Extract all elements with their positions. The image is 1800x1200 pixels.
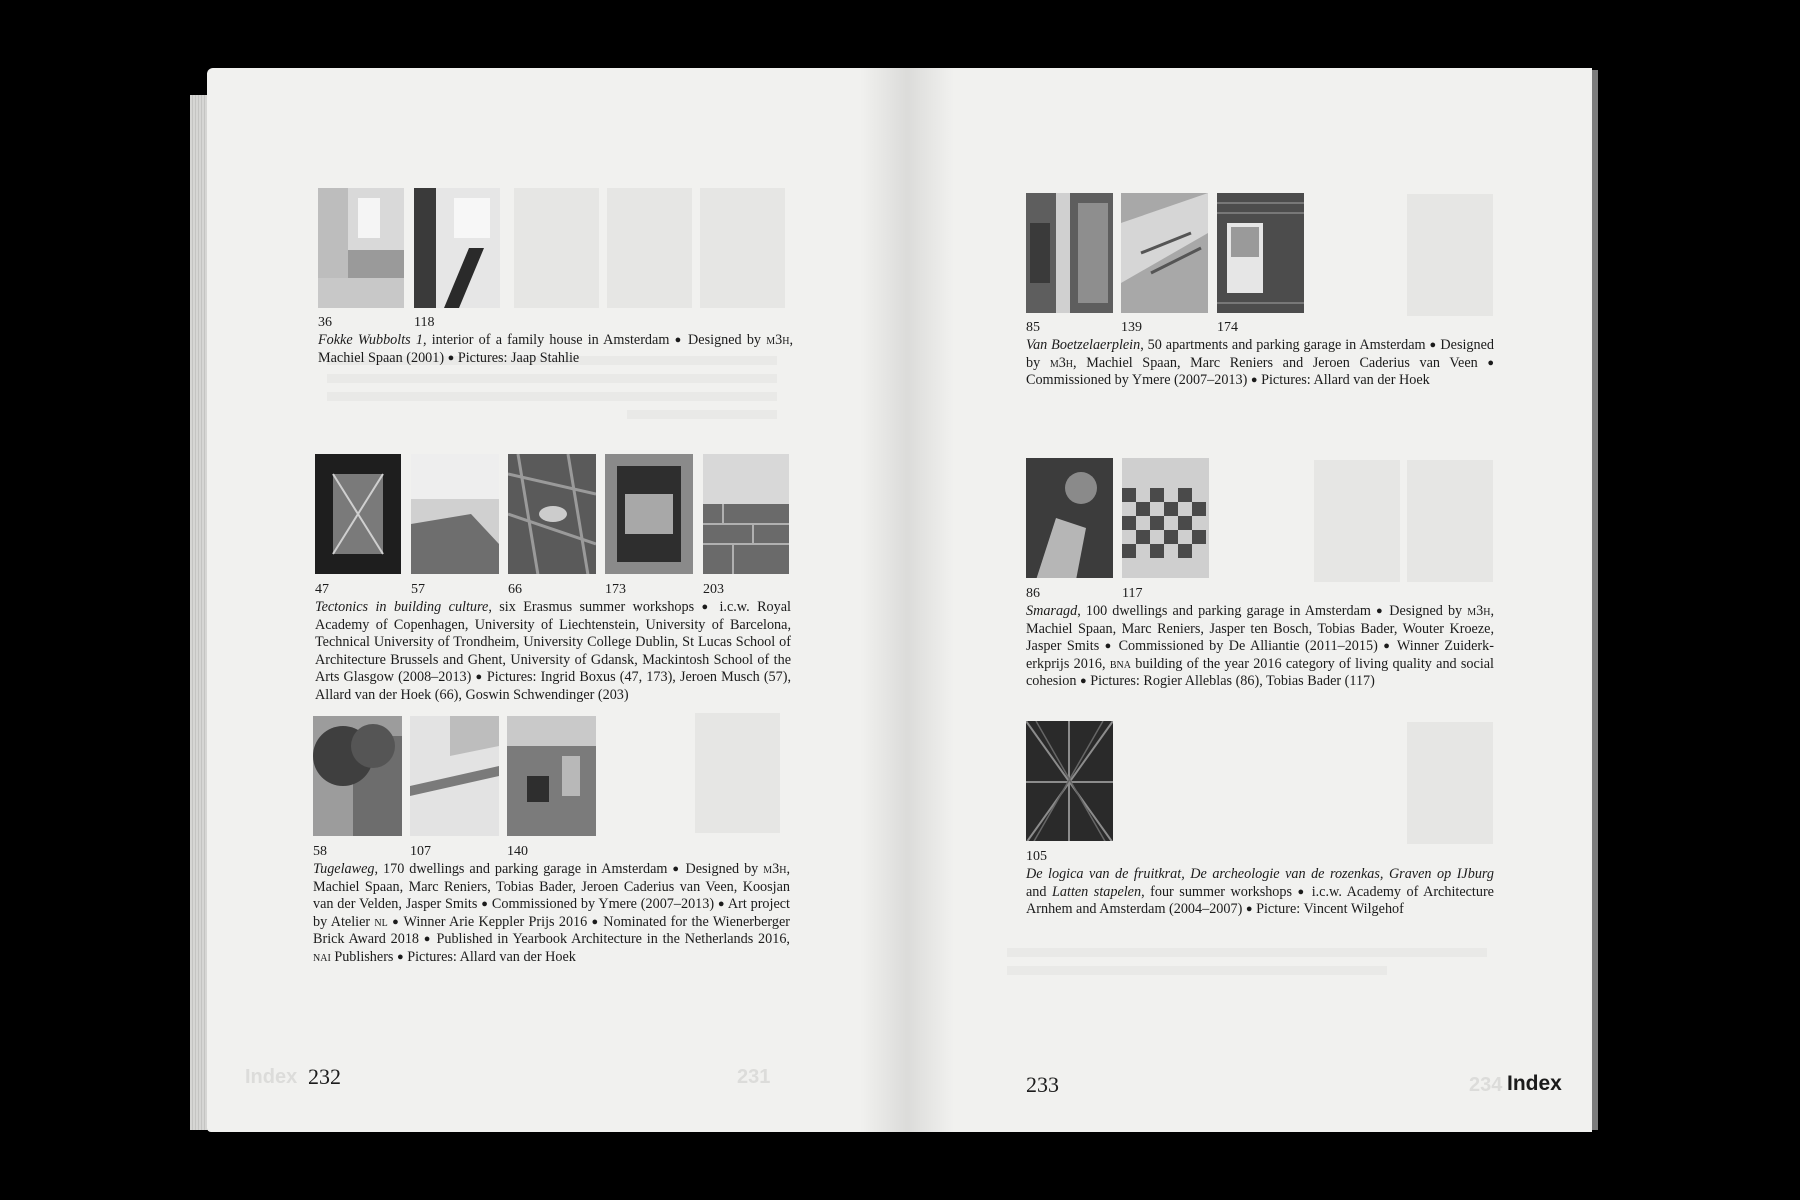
- image-number: 57: [411, 582, 425, 597]
- image-number: 47: [315, 582, 329, 597]
- photo-brick-terrace: [411, 454, 499, 574]
- bullet-icon: ●: [397, 950, 404, 963]
- bullet-icon: ●: [591, 915, 599, 928]
- page-number: 233: [1026, 1072, 1059, 1097]
- entry-caption: Fokke Wubbolts 1, interior of a family house in Amsterdam ● Designed by m3h, Machiel Spaan (2001) ● Pictures: Jaap Stahlie: [318, 332, 793, 366]
- entry-title: Tectonics in building culture: [315, 599, 489, 615]
- image-number: 86: [1026, 586, 1040, 601]
- photo-aerial-plaza: [1121, 193, 1208, 313]
- photo-aerial-street: [1026, 193, 1113, 313]
- show-through-text: [1007, 948, 1487, 957]
- section-label: Index: [1507, 1072, 1562, 1095]
- show-through-folio: 234: [1469, 1074, 1503, 1096]
- entry-title: Smaragd: [1026, 603, 1078, 619]
- show-through-label: Index: [245, 1066, 298, 1088]
- photo-greenhouse-structure: [1026, 721, 1113, 841]
- bullet-icon: ●: [1383, 640, 1392, 653]
- entry-title: Tugelaweg: [313, 861, 375, 877]
- image-number: 36: [318, 315, 332, 330]
- show-through-image: [514, 188, 599, 308]
- image-number: 117: [1122, 586, 1143, 601]
- bullet-icon: ●: [1079, 675, 1087, 688]
- show-through-text: [1007, 966, 1387, 975]
- show-through-image: [607, 188, 692, 308]
- page-number: 232: [308, 1064, 341, 1089]
- image-number: 66: [508, 582, 522, 597]
- bullet-icon: ●: [672, 863, 681, 875]
- image-number: 140: [507, 844, 528, 859]
- show-through-image: [700, 188, 785, 308]
- entry-title: Fokke Wubbolts 1: [318, 332, 423, 348]
- bullet-icon: ●: [475, 671, 483, 684]
- entry-caption: Smaragd, 100 dwellings and parking garage in Amsterdam ● Designed by m3h, Machiel Spaan, Marc Reniers, Jasper ten Bosch, Tobias Bader, Wouter Kroeze, Jasper Smits ● Commissioned by De Alliantie (2011–2015) ● Winner Zuiderk-erkprijs 2016, bna building of the year 2016 category of living quality and social cohesion ● Pictures: Rogier Alleblas (86), Tobias Bader (117): [1026, 603, 1494, 690]
- image-number: 173: [605, 582, 626, 597]
- photo-tree-facade: [313, 716, 402, 836]
- photo-stone-wall: [703, 454, 789, 574]
- photo-brick-building: [507, 716, 596, 836]
- bullet-icon: ●: [481, 898, 489, 911]
- entry-caption: Tectonics in building culture, six Erasmus summer workshops ● i.c.w. Royal Academy of Copenhagen, University of Liechtenstein, University of Barcelona, Technical University of Trondheim, University College Dublin, St Lucas School of Architecture Brussels and Ghent, University of Gdansk, Mackintosh School of the Arts Glasgow (2008–2013) ● Pictures: Ingrid Boxus (47, 173), Jeroen Musch (57), Allard van der Hoek (66), Goswin Schwendinger (203): [315, 599, 792, 703]
- bullet-icon: ●: [717, 898, 725, 911]
- bullet-icon: ●: [701, 601, 713, 613]
- show-through-text: [327, 392, 777, 401]
- bullet-icon: ●: [1487, 356, 1494, 369]
- entry-title: De logica van de fruitkrat, De archeologie van de rozenkas, Graven op IJburg: [1026, 866, 1494, 882]
- image-number: 105: [1026, 849, 1047, 864]
- show-through-image: [1314, 460, 1400, 582]
- photo-hand-in-grass: [508, 454, 596, 574]
- photo-white-stairwell: [410, 716, 499, 836]
- bullet-icon: ●: [1245, 903, 1253, 916]
- photo-metal-frame: [605, 454, 693, 574]
- image-number: 174: [1217, 320, 1238, 335]
- image-number: 203: [703, 582, 724, 597]
- bullet-icon: ●: [674, 334, 683, 346]
- show-through-folio: 231: [737, 1066, 771, 1088]
- entry-caption: Tugelaweg, 170 dwellings and parking garage in Amsterdam ● Designed by m3h, Machiel Spaan, Marc Reniers, Tobias Bader, Jeroen Caderius van Veen, Koosjan van der Velden, Jasper Smits ● Commissioned by Ymere (2007–2013) ● Art project by Atelier nl ● Winner Arie Keppler Prijs 2016 ● Nominated for the Wienerberger Brick Award 2018 ● Published in Yearbook Architecture in the Netherlands 2016, nai Publishers ● Pictures: Allard van der Hoek: [313, 861, 790, 965]
- show-through-image: [1407, 194, 1493, 316]
- bullet-icon: ●: [1376, 605, 1385, 617]
- show-through-image: [1407, 722, 1493, 844]
- bullet-icon: ●: [392, 915, 400, 928]
- left-page: [207, 68, 907, 1132]
- image-number: 139: [1121, 320, 1142, 335]
- bullet-icon: ●: [1104, 640, 1114, 653]
- show-through-image: [695, 713, 780, 833]
- photo-hand-door-handle: [1026, 458, 1113, 578]
- show-through-text: [627, 410, 777, 419]
- bullet-icon: ●: [1250, 374, 1258, 387]
- entry-title: Van Boetzelaerplein: [1026, 337, 1141, 353]
- entry-title: Latten stapelen: [1052, 883, 1142, 900]
- entry-caption: Van Boetzelaerplein, 50 apartments and parking garage in Amsterdam ● Designed by m3h, Machiel Spaan, Marc Reniers and Jeroen Caderius van Veen ● Commissioned by Ymere (2007–2013) ● Pictures: Allard van der Hoek: [1026, 337, 1494, 389]
- image-number: 118: [414, 315, 435, 330]
- photo-interior-white-room: [318, 188, 404, 308]
- bullet-icon: ●: [447, 351, 455, 364]
- right-page: [907, 68, 1592, 1132]
- show-through-text: [327, 374, 777, 383]
- photo-checkered-facade: [1122, 458, 1209, 578]
- photo-lattice-screen: [315, 454, 401, 574]
- image-number: 107: [410, 844, 431, 859]
- image-number: 85: [1026, 320, 1040, 335]
- entry-caption: De logica van de fruitkrat, De archeologie van de rozenkas, Graven op IJburg and Latten stapelen, four summer workshops ● i.c.w. Academy of Architecture Arnhem and Amsterdam (2004–2007) ● Picture: Vincent Wilgehof: [1026, 866, 1494, 918]
- bullet-icon: ●: [423, 933, 432, 946]
- bullet-icon: ●: [1297, 885, 1307, 898]
- photo-brick-window: [1217, 193, 1304, 313]
- bullet-icon: ●: [1429, 339, 1437, 351]
- photo-staircase-bookshelf: [414, 188, 500, 308]
- show-through-image: [1407, 460, 1493, 582]
- image-number: 58: [313, 844, 327, 859]
